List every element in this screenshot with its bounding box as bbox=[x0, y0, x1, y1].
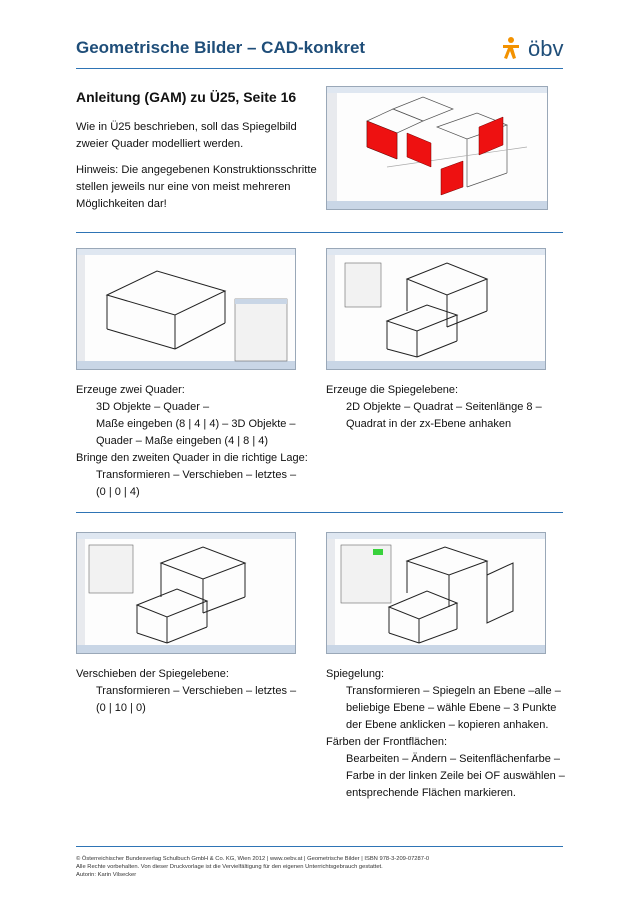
step-line: entsprechende Flächen markieren. bbox=[346, 787, 516, 799]
logo-text: öbv bbox=[528, 36, 564, 61]
text-line: Möglichkeiten dar! bbox=[76, 198, 167, 210]
footer-copyright: © Österreichischer Bundesverlag Schulbuch GmbH & Co. KG, Wien 2012 | www.oebv.at | Geometrische Bilder | ISBN 978-3-209-07287-0 bbox=[76, 856, 430, 862]
intro-paragraph-2 bbox=[76, 162, 317, 213]
step-two-cuboids bbox=[76, 382, 316, 501]
text-line: Wie in Ü25 beschrieben, soll das Spiegelbild bbox=[76, 121, 297, 133]
intro-paragraph-1 bbox=[76, 119, 297, 153]
step-line: Farbe in der linken Zeile bei OF auswählen – bbox=[346, 770, 565, 782]
header-rule bbox=[76, 68, 563, 69]
document-title: Geometrische Bilder – CAD-konkret bbox=[76, 38, 366, 57]
section-title: Anleitung (GAM) zu Ü25, Seite 16 bbox=[76, 89, 297, 105]
step-line: Transformieren – Verschieben – letztes – bbox=[96, 685, 297, 697]
step-line: Quader – Maße eingeben (4 | 8 | 4) bbox=[96, 435, 269, 447]
step-heading: Spiegelung: bbox=[326, 668, 385, 680]
text-line: zweier Quader modelliert werden. bbox=[76, 138, 244, 150]
screenshot-final-mirror bbox=[326, 86, 548, 210]
figure-icon bbox=[503, 37, 519, 59]
step-line: der Ebene anklicken – kopieren anhaken. bbox=[346, 719, 549, 731]
screenshot-shift-plane bbox=[76, 532, 296, 654]
step-line: Bearbeiten – Ändern – Seitenflächenfarbe – bbox=[346, 753, 561, 765]
footer bbox=[76, 855, 576, 879]
step-heading: Färben der Frontflächen: bbox=[326, 736, 448, 748]
text-line: stellen jeweils nur eine von meist mehreren bbox=[76, 181, 291, 193]
step-line: (0 | 10 | 0) bbox=[96, 702, 146, 714]
step-shift-plane bbox=[76, 666, 316, 717]
step-mirroring bbox=[326, 666, 576, 802]
step-heading: Erzeuge zwei Quader: bbox=[76, 384, 185, 396]
oebv-logo bbox=[500, 36, 590, 62]
step-heading: Erzeuge die Spiegelebene: bbox=[326, 384, 459, 396]
step-line: beliebige Ebene – wähle Ebene – 3 Punkte bbox=[346, 702, 557, 714]
step-heading: Bringe den zweiten Quader in die richtige Lage: bbox=[76, 452, 308, 464]
step-line: Transformieren – Spiegeln an Ebene –alle – bbox=[346, 685, 561, 697]
footer-rights: Alle Rechte vorbehalten. Von dieser Druckvorlage ist die Vervielfältigung für den eigenen Unterrichtsgebrauch gestattet. bbox=[76, 864, 383, 870]
step-line: 2D Objekte – Quadrat – Seitenlänge 8 – bbox=[346, 401, 542, 413]
step-line: Transformieren – Verschieben – letztes – bbox=[96, 469, 297, 481]
step-mirror-plane bbox=[326, 382, 566, 433]
separator-rule bbox=[76, 232, 563, 233]
step-line: (0 | 0 | 4) bbox=[96, 486, 140, 498]
text-line: Hinweis: Die angegebenen Konstruktionsschritte bbox=[76, 164, 317, 176]
screenshot-two-cuboids bbox=[76, 248, 296, 370]
step-line: Maße eingeben (8 | 4 | 4) – 3D Objekte – bbox=[96, 418, 296, 430]
step-line: 3D Objekte – Quader – bbox=[96, 401, 210, 413]
step-line: Quadrat in der zx-Ebene anhaken bbox=[346, 418, 512, 430]
screenshot-mirror-plane bbox=[326, 248, 546, 370]
footer-rule bbox=[76, 846, 563, 847]
footer-author: Autorin: Karin Vilsecker bbox=[76, 872, 137, 878]
step-heading: Verschieben der Spiegelebene: bbox=[76, 668, 229, 680]
separator-rule bbox=[76, 512, 563, 513]
screenshot-mirroring bbox=[326, 532, 546, 654]
